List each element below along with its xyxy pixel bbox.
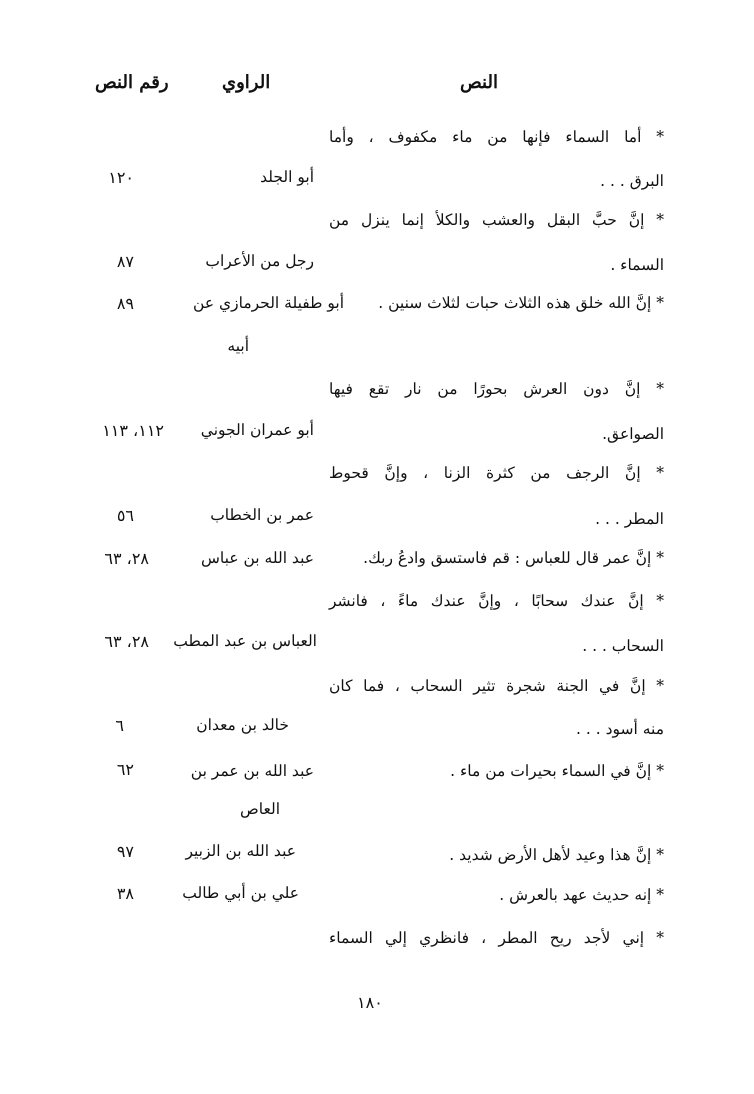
text-number: ١١٢، ١١٣ [102,421,164,440]
text-line: * إنَّ في السماء بحيرات من ماء . [450,762,664,780]
text-line: * إني لأجد ريح المطر ، فانظري إلي السماء [329,929,664,947]
narrator: أبو طفيلة الحرمازي عن [193,294,344,312]
header-number: رقم النص [95,72,169,93]
text-line: منه أسود . . . [576,720,664,738]
text-number: ٣٨ [116,884,134,903]
text-number: ٢٨، ٦٣ [104,549,149,568]
narrator: عمر بن الخطاب [210,506,314,524]
text-number: ٩٧ [116,842,134,861]
text-line: السحاب . . . [582,637,664,655]
header-narrator: الراوي [222,72,271,93]
text-line: * إنَّ هذا وعيد لأهل الأرض شديد . [449,846,664,864]
narrator: أبو عمران الجوني [200,421,314,439]
text-line: * أما السماء فإنها من ماء مكفوف ، وأما [329,128,664,146]
text-line: * إنَّ دون العرش بحورًا من نار تقع فيها [329,380,664,398]
text-number: ٦٢ [116,760,134,779]
narrator: أبيه [227,337,249,355]
text-number: ٢٨، ٦٣ [104,632,149,651]
text-line: * إنَّ الرجف من كثرة الزنا ، وإنَّ قحوط [329,464,664,482]
narrator: عبد الله بن عمر بن [190,762,314,780]
narrator: عبد الله بن عباس [201,549,314,567]
text-line: الصواعق. [602,425,664,443]
text-line: المطر . . . [595,510,664,528]
text-line: البرق . . . [600,172,664,190]
text-line: * إنَّ حبَّ البقل والعشب والكلأ إنما ينزل من [329,211,664,229]
narrator: علي بن أبي طالب [182,884,299,902]
text-number: ٨٧ [116,252,134,271]
text-number: ٦ [115,716,124,735]
narrator: العباس بن عبد المطب [173,632,317,650]
text-line: * إنَّ الله خلق هذه الثلاث حبات لثلاث سنين . [378,294,664,312]
text-line: * إنه حديث عهد بالعرش . [499,886,664,904]
text-line: * إنَّ عمر قال للعباس : قم فاستسق وادعُ ربك. [363,549,664,567]
narrator: العاص [240,800,280,818]
text-line: السماء . [610,256,664,274]
text-number: ٨٩ [116,294,134,313]
narrator: رجل من الأعراب [205,252,314,270]
header-text: النص [460,72,498,93]
text-number: ١٢٠ [108,168,134,187]
narrator: أبو الجلد [260,168,314,186]
page-number: ١٨٠ [357,993,383,1012]
text-line: * إنَّ عندك سحابًا ، وإنَّ عندك ماءً ، فانشر [329,592,664,610]
narrator: عبد الله بن الزبير [185,842,296,860]
text-line: * إنَّ في الجنة شجرة تثير السحاب ، فما كان [329,677,664,695]
narrator: خالد بن معدان [196,716,289,734]
text-number: ٥٦ [116,506,134,525]
